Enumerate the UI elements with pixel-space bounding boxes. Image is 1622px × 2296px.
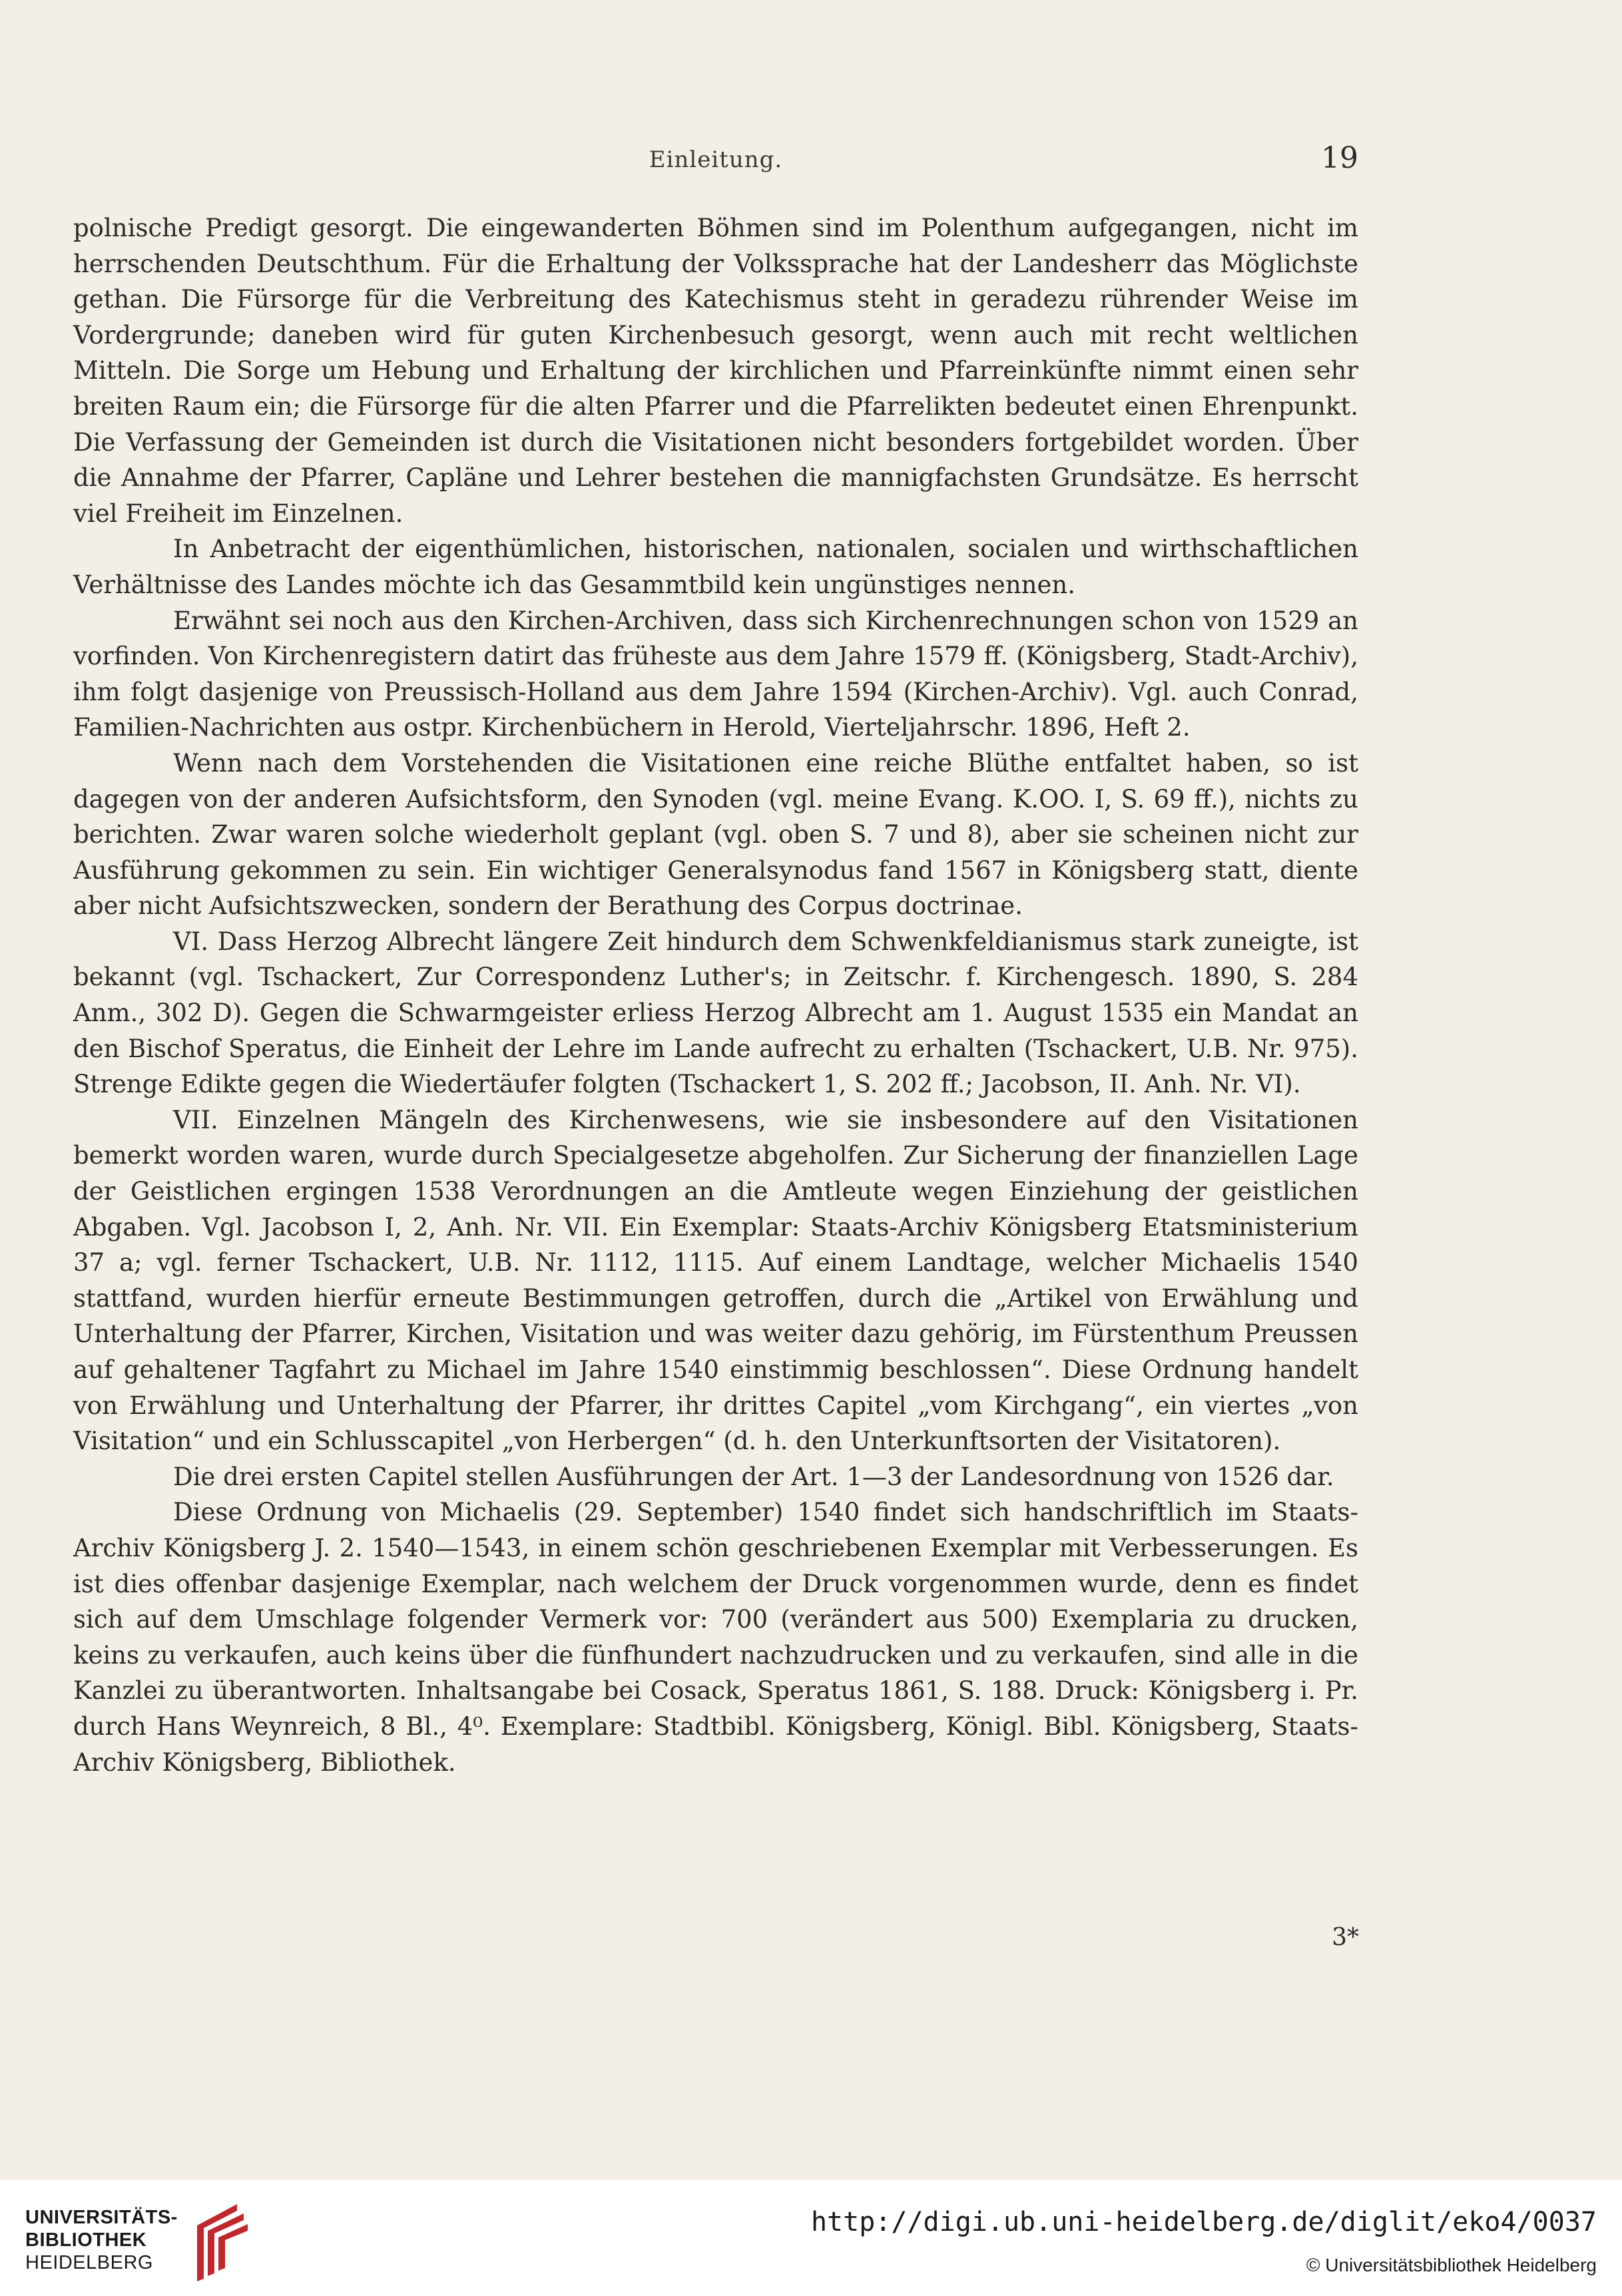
library-logo[interactable] (25, 2199, 238, 2285)
signature-mark: 3* (1332, 1924, 1359, 1951)
body-text (73, 210, 1358, 1780)
logo-text-line: UNIVERSITÄTS- (25, 2207, 178, 2228)
paragraph: VII. Einzelnen Mängeln des Kirchenwesens, wie sie insbesondere auf den Visitationen bemerkt worden waren, wurde durch Specialgesetze abgeholfen. Zur Sicherung der finanziellen Lage der Geistlichen ergingen 1538 Verordnungen an die Amtleute wegen Einziehung der geistlichen Abgaben. Vgl. Jacobson I, 2, Anh. Nr. VII. Ein Exemplar: Staats-Archiv Königsberg Etatsministerium 37 a; vgl. ferner Tschackert, U.B. Nr. 1112, 1115. Auf einem Landtage, welcher Michaelis 1540 stattfand, wurden hierfür erneute Bestimmungen getroffen, durch die „Artikel von Erwählung und Unterhaltung der Pfarrer, Kirchen, Visitation und was weiter dazu gehörig, im Fürstenthum Preussen auf gehaltener Tagfahrt zu Michael im Jahre 1540 einstimmig beschlossen“. Diese Ordnung handelt von Erwählung und Unterhaltung der Pfarrer, ihr drittes Capitel „vom Kirchgang“, ein viertes „von Visitation“ und ein Schlusscapitel „von Herbergen“ (d. h. den Unterkunftsorten der Visitatoren). (73, 1105, 1358, 1456)
paragraph: Diese Ordnung von Michaelis (29. September) 1540 findet sich handschriftlich im Staats-Archiv Königsberg J. 2. 1540—1543, in einem schön geschriebenen Exemplar mit Verbesserungen. Es ist dies offenbar dasjenige Exemplar, nach welchem der Druck vorgenommen wurde, denn es findet sich auf dem Umschlage folgender Vermerk vor: 700 (verändert aus 500) Exemplaria zu drucken, keins zu verkaufen, auch keins über die fünfhundert nachzudrucken und zu verkaufen, sind alle in die Kanzlei zu überantworten. Inhaltsangabe bei Cosack, Speratus 1861, S. 188. Druck: Königsberg i. Pr. durch Hans Weynreich, 8 Bl., 4⁰. Exemplare: Stadtbibl. Königsberg, Königl. Bibl. Königsberg, Staats-Archiv Königsberg, Bibliothek. (73, 1498, 1358, 1777)
paragraph: In Anbetracht der eigenthümlichen, historischen, nationalen, socialen und wirthschaftlichen Verhältnisse des Landes möchte ich das Gesammtbild kein ungünstiges nennen. (73, 535, 1358, 599)
running-header (73, 141, 1358, 186)
page-number: 19 (1321, 141, 1358, 175)
paragraph: Die drei ersten Capitel stellen Ausführungen der Art. 1—3 der Landesordnung von 1526 dar. (173, 1462, 1334, 1491)
header-title: Einleitung. (649, 146, 783, 173)
paragraph: Wenn nach dem Vorstehenden die Visitationen eine reiche Blüthe entfaltet haben, so ist dagegen von der anderen Aufsichtsform, den Synoden (vgl. meine Evang. K.OO. I, S. 69 ff.), nichts zu berichten. Zwar waren solche wiederholt geplant (vgl. oben S. 7 und 8), aber sie scheinen nicht zur Ausführung gekommen zu sein. Ein wichtiger Generalsynodus fand 1567 in Königsberg statt, diente aber nicht Aufsichtszwecken, sondern der Berathung des Corpus doctrinae. (73, 748, 1358, 921)
ub-heidelberg-logo-icon (190, 2199, 250, 2285)
paragraph: polnische Predigt gesorgt. Die eingewanderten Böhmen sind im Polenthum aufgegangen, nicht im herrschenden Deutschthum. Für die Erhaltung der Volkssprache hat der Landesherr das Möglichste gethan. Die Fürsorge für die Verbreitung des Katechismus steht in geradezu rührender Weise im Vordergrunde; daneben wird für guten Kirchenbesuch gesorgt, wenn auch mit recht weltlichen Mitteln. Die Sorge um Hebung und Erhaltung der kirchlichen und Pfarreinkünfte nimmt einen sehr breiten Raum ein; die Fürsorge für die alten Pfarrer und die Pfarrelikten bedeutet einen Ehrenpunkt. Die Verfassung der Gemeinden ist durch die Visitationen nicht besonders fortgebildet worden. Über die Annahme der Pfarrer, Capläne und Lehrer bestehen die mannigfachsten Grundsätze. Es herrscht viel Freiheit im Einzelnen. (73, 214, 1358, 528)
paragraph: VI. Dass Herzog Albrecht längere Zeit hindurch dem Schwenkfeldianismus stark zuneigte, ist bekannt (vgl. Tschackert, Zur Correspondenz Luther's; in Zeitschr. f. Kirchengesch. 1890, S. 284 Anm., 302 D). Gegen die Schwarmgeister erliess Herzog Albrecht am 1. August 1535 ein Mandat an den Bischof Speratus, die Einheit der Lehre im Lande aufrecht zu erhalten (Tschackert, U.B. Nr. 975). Strenge Edikte gegen die Wiedertäufer folgten (Tschackert 1, S. 202 ff.; Jacobson, II. Anh. Nr. VI). (73, 927, 1358, 1099)
footer-bar (0, 2180, 1622, 2296)
logo-text-line: HEIDELBERG (25, 2252, 153, 2273)
logo-text-line: BIBLIOTHEK (25, 2229, 147, 2251)
paragraph: Erwähnt sei noch aus den Kirchen-Archiven, dass sich Kirchenrechnungen schon von 1529 an vorfinden. Von Kirchenregistern datirt das früheste aus dem Jahre 1579 ff. (Königsberg, Stadt-Archiv), ihm folgt dasjenige von Preussisch-Holland aus dem Jahre 1594 (Kirchen-Archiv). Vgl. auch Conrad, Familien-Nachrichten aus ostpr. Kirchenbüchern in Herold, Vierteljahrschr. 1896, Heft 2. (73, 606, 1358, 742)
copyright-text: © Universitätsbibliothek Heidelberg (1306, 2255, 1597, 2275)
permalink-url[interactable]: http://digi.ub.uni-heidelberg.de/diglit/eko4/0037 (810, 2207, 1597, 2237)
